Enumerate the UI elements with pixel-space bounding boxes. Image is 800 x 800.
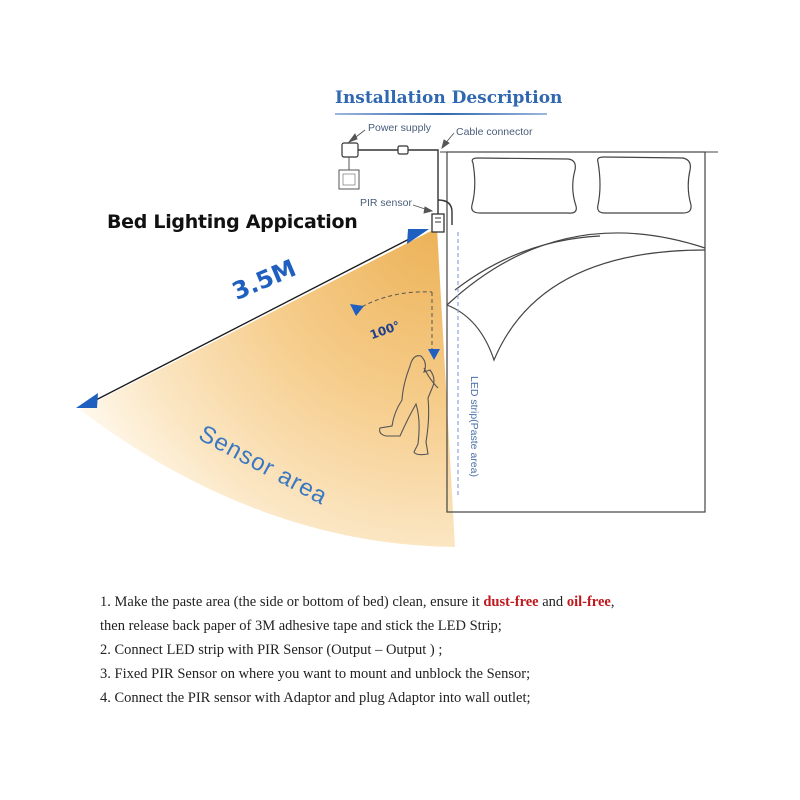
pillow-left	[472, 158, 577, 213]
instruction-steps	[100, 590, 614, 710]
step-1-text-a: 1. Make the paste area (the side or bottom of bed) clean, ensure it	[100, 594, 484, 610]
page-title: Installation Description	[335, 88, 563, 108]
pillow-right	[598, 157, 692, 213]
pir-sensor-label: PIR sensor	[360, 197, 412, 209]
step-1-text-b: and	[538, 594, 567, 610]
oil-free-highlight: oil-free	[566, 594, 611, 610]
title-underline	[335, 113, 547, 115]
blanket-corner	[447, 250, 705, 360]
step-3: 3. Fixed PIR Sensor on where you want to mount and unblock the Sensor;	[100, 666, 531, 682]
application-title: Bed Lighting Appication	[107, 211, 358, 233]
led-strip-label: LED strip(Paste area)	[468, 376, 480, 477]
power-adapter	[339, 143, 359, 189]
cable-connector-label: Cable connector	[456, 126, 533, 138]
arrow-head-far	[76, 393, 98, 408]
step-1-text-c: ,	[610, 594, 615, 610]
bed	[447, 152, 705, 512]
blanket-inner	[455, 236, 600, 290]
step-1-continued: then release back paper of 3M adhesive tape and stick the LED Strip;	[100, 618, 502, 634]
cable-connector-plug	[398, 146, 408, 154]
step-1	[100, 590, 614, 614]
sensor-area-label: Sensor area	[194, 420, 333, 511]
step-4: 4. Connect the PIR sensor with Adaptor and plug Adaptor into wall outlet;	[100, 690, 531, 706]
step-2: 2. Connect LED strip with PIR Sensor (Output – Output ) ;	[100, 642, 443, 658]
dust-free-highlight: dust-free	[483, 594, 539, 610]
pir-sensor-box	[432, 214, 444, 232]
distance-label: 3.5M	[228, 254, 301, 306]
angle-label: 100°	[368, 318, 402, 343]
power-supply-label: Power supply	[368, 122, 432, 134]
